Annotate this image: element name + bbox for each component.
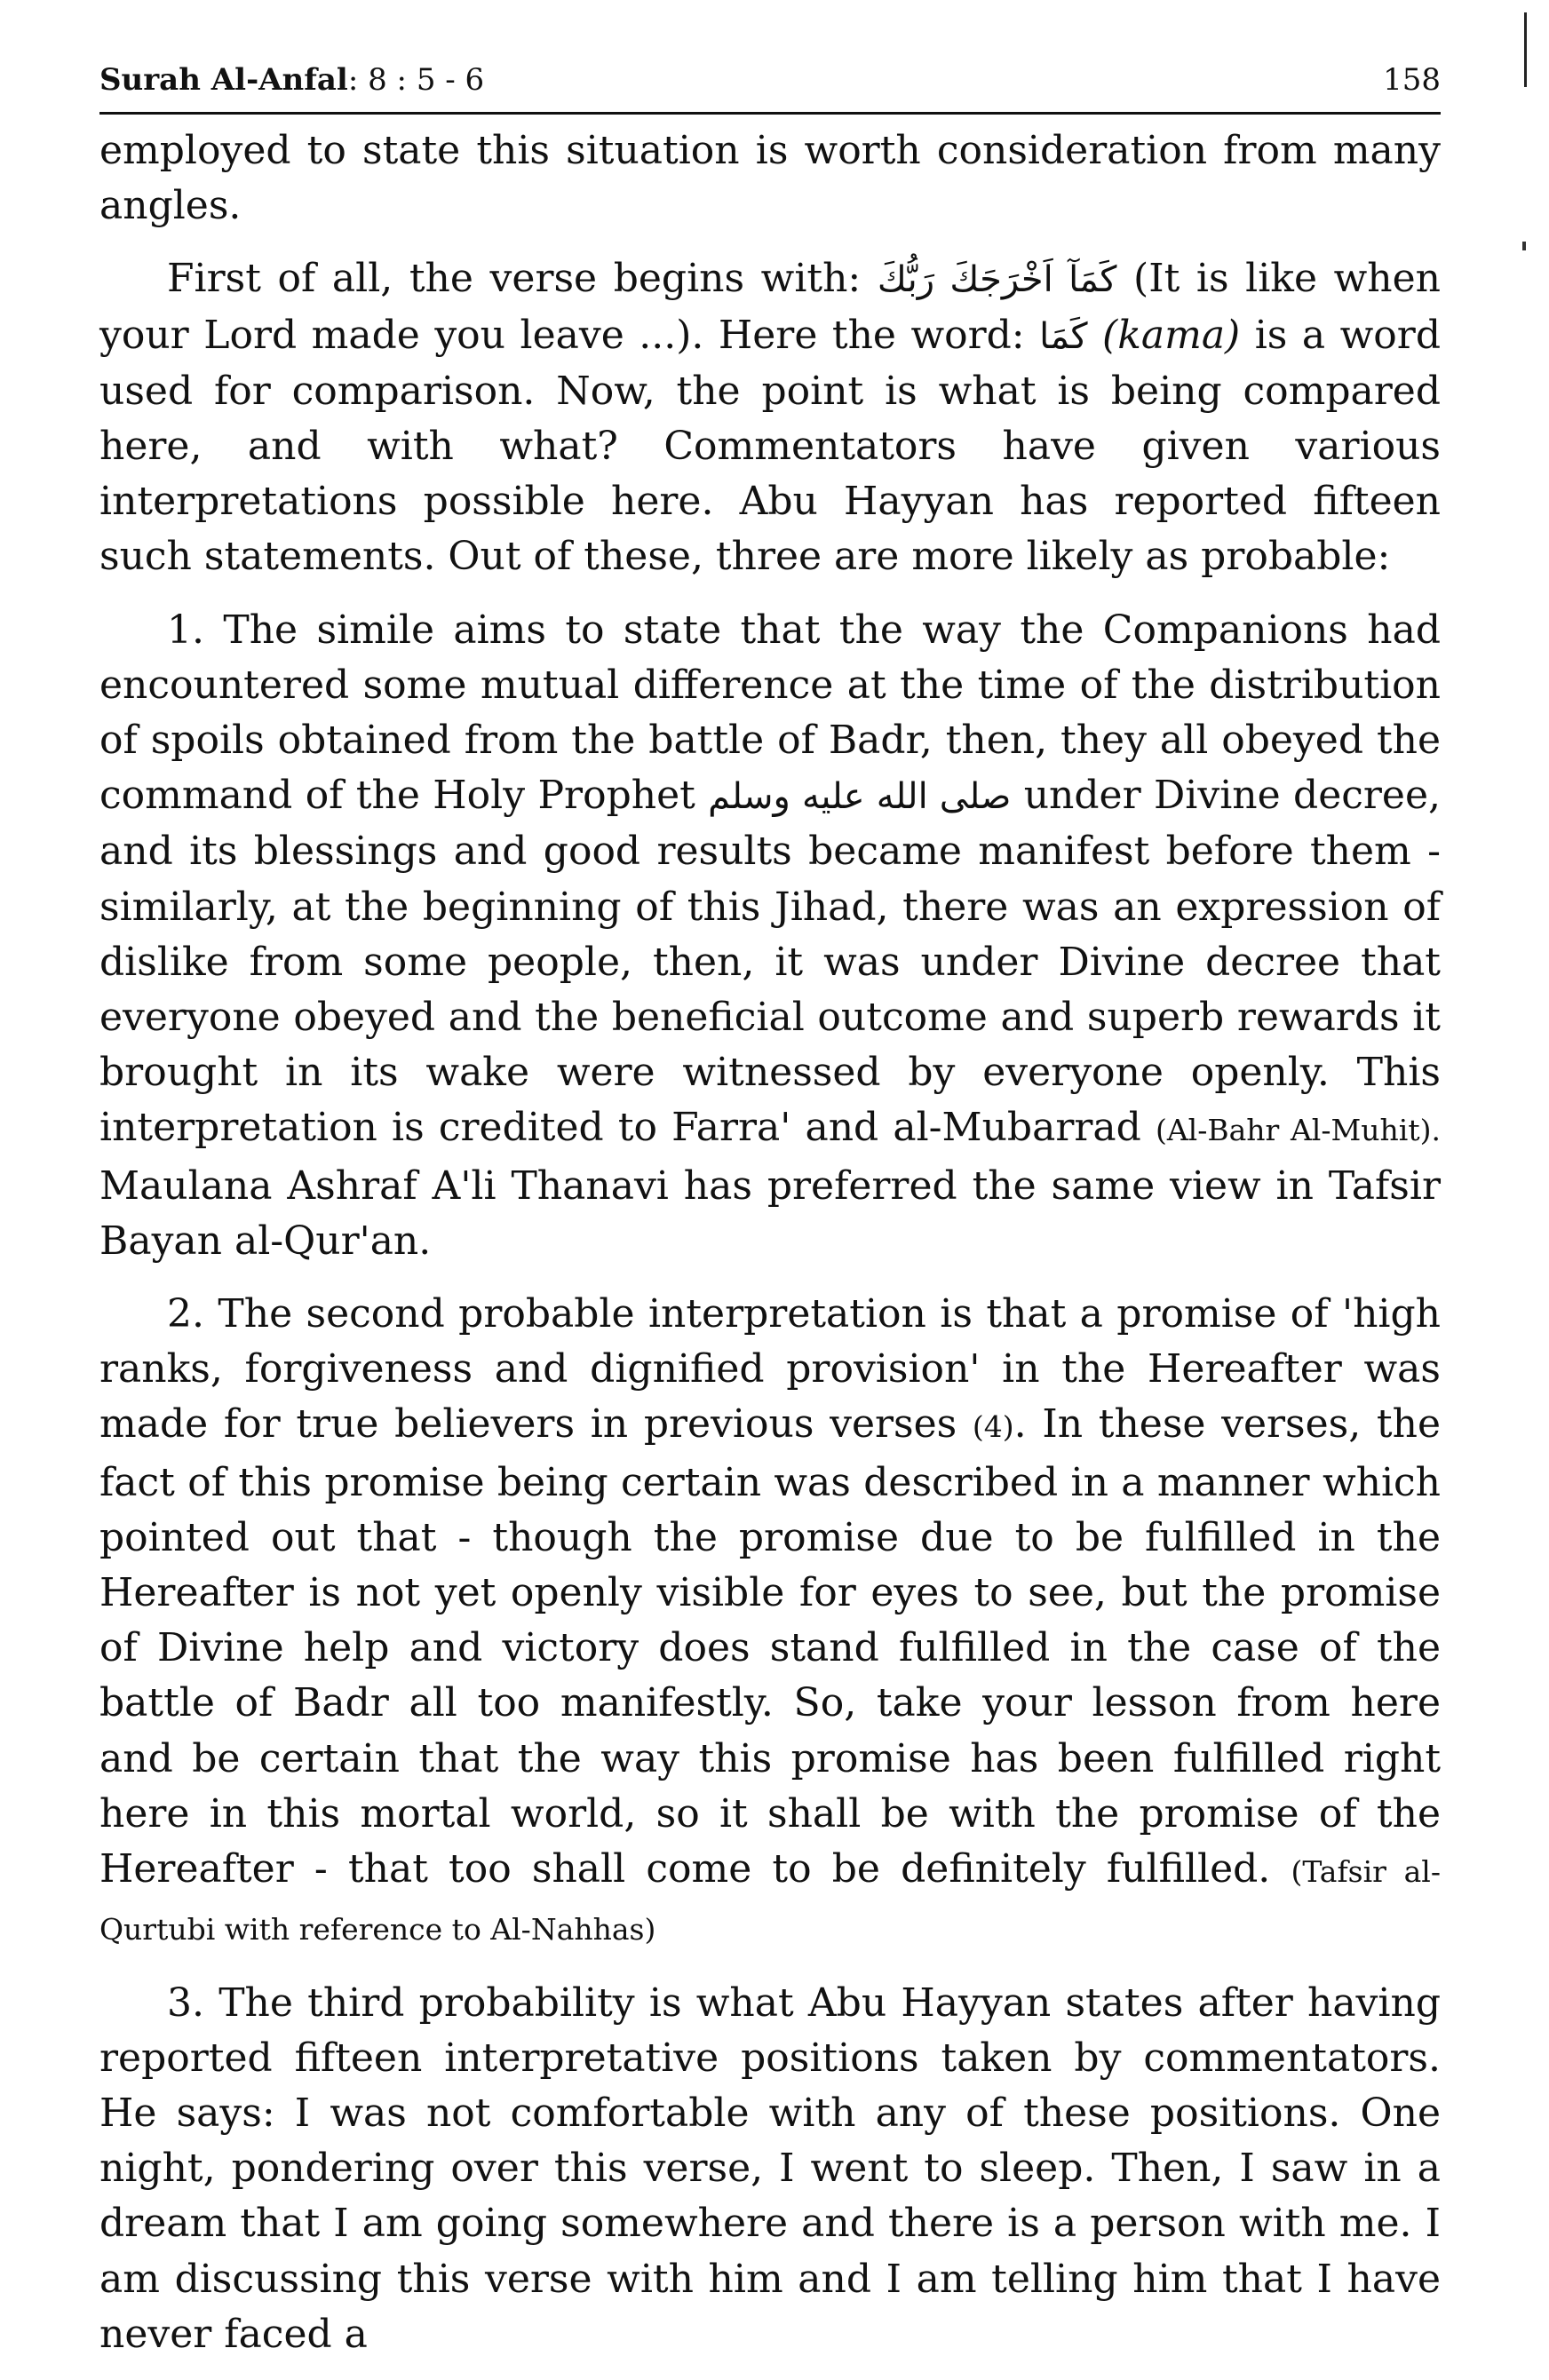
paragraph-interpretation-2 [99,1287,1441,1957]
transliteration: (kama) [1102,312,1241,358]
margin-mark [1522,242,1526,250]
paragraph-text: is a word used for comparison. Now, the point is what is being compared here, and with what? Commentators have given various interpretations possible here. Abu Hayyan has reported fifteen such statements. Out of these, three are more likely as probable: [99,312,1441,580]
citation: (Al-Bahr Al-Muhit). [1155,1113,1441,1148]
body-text [99,123,1441,2362]
paragraph-text: 1. The simile aims to state that the way the Companions had encountered some mutual difference at the time of the distribution of spoils obtained from the battle of Badr, then, they all obeyed the command of the Holy Prophet [99,607,1441,819]
page [99,62,1441,2380]
footnote-reference: (4) [972,1409,1014,1445]
paragraph-continuation [99,123,1441,234]
running-header-left [99,62,484,98]
paragraph-text: . In these verses, the fact of this promise being certain was described in a manner which pointed out that - though the promise due to be fulfilled in the Hereafter is not yet openly visible for eyes to see, but the promise of Divine help and victory does stand fulfilled in the case of the battle of Badr all too manifestly. So, take your lesson from here and be certain that the way this promise has been fulfilled right here in this mortal world, so it shall be with the promise of the Hereafter - that too shall come to be definitely fulfilled. [99,1401,1441,1892]
paragraph-text: Maulana Ashraf A'li Thanavi has preferred the same view in Tafsir Bayan al-Qur'an. [99,1162,1441,1264]
paragraph-text: (It is like when your Lord made you leave ...). Here the word: [99,256,1441,358]
paragraph-interpretation-1 [99,603,1441,1269]
verse-reference: : 8 : 5 - 6 [347,62,485,98]
page-number: 158 [1383,62,1441,98]
running-header [99,62,1441,115]
surah-title: Surah Al-Anfal [99,62,348,98]
paragraph-text: employed to state this situation is worth consideration from many angles. [99,128,1441,229]
paragraph-text: under Divine decree, and its blessings and good results became manifest before them - similarly, at the beginning of this Jihad, there was an expression of dislike from some people, then, it was under Divine decree that everyone obeyed and the beneficial outcome and superb rewards it brought in its wake were witnessed by everyone openly. This interpretation is credited to Farra' and al-Mubarrad [99,773,1441,1151]
arabic-salutation: صلى الله عليه وسلم [708,776,1012,818]
margin-rule [1524,12,1527,87]
paragraph-text: 2. The second probable interpretation is that a promise of 'high ranks, forgiveness and dignified provision' in the Hereafter was made for true believers in previous verses [99,1291,1441,1448]
citation: (Tafsir al-Qurtubi with reference to Al-Nahhas) [99,1854,1441,1948]
paragraph-verse-intro [99,251,1441,584]
arabic-verse-phrase: كَمَآ اَخْرَجَكَ رَبُّكَ [877,259,1117,301]
paragraph-text: First of all, the verse begins with: [167,256,878,302]
arabic-word: كَمَا [1039,315,1088,357]
paragraph-interpretation-3 [99,1976,1441,2362]
paragraph-text: 3. The third probability is what Abu Hayyan states after having reported fifteen interpretative positions taken by commentators. He says: I was not comfortable with any of these positions. One night, pondering over this verse, I went to sleep. Then, I saw in a dream that I am going somewhere and there is a person with me. I am discussing this verse with him and I am telling him that I have never faced a [99,1979,1441,2357]
